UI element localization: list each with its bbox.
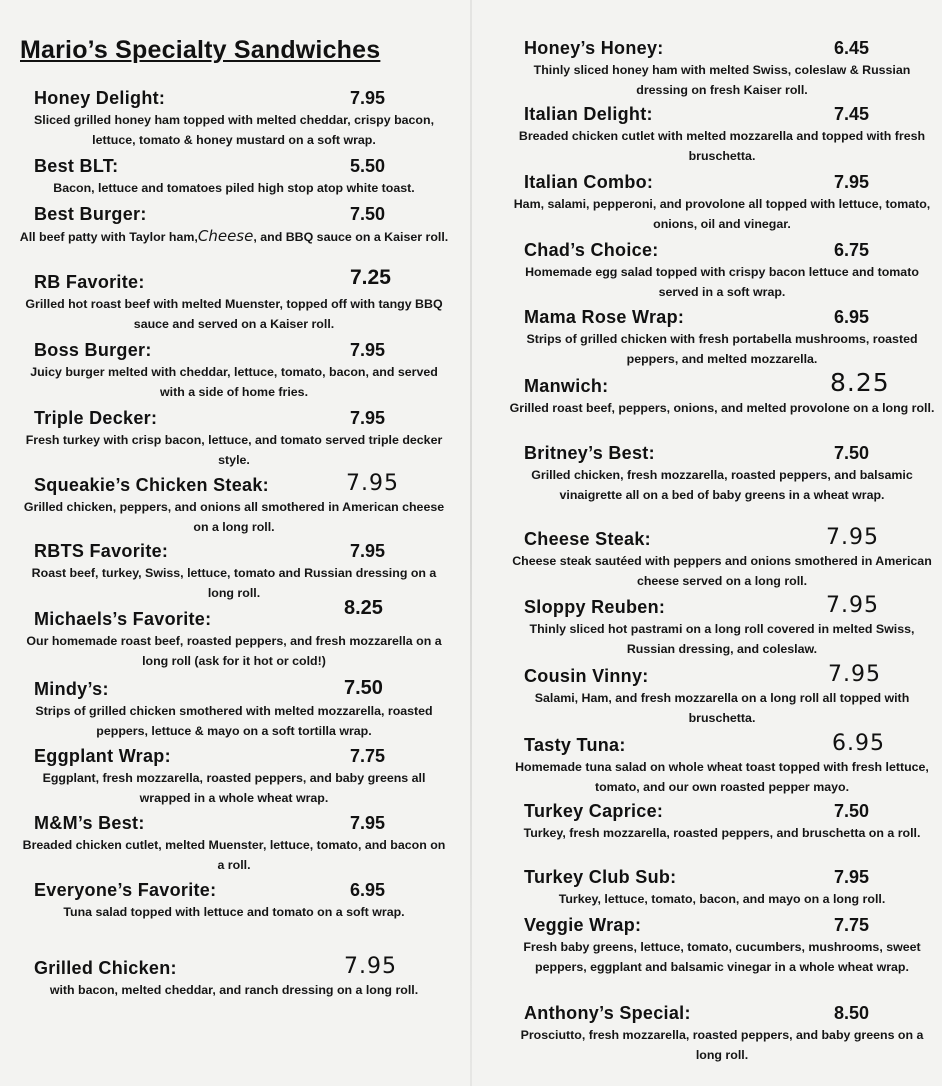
menu-item-italian-combo [512,172,932,234]
menu-item-britneys-best [512,443,932,505]
item-description: Thinly sliced hot pastrami on a long roll covered in melted Swiss, Russian dressing, and coleslaw. [529,622,915,656]
item-price: 8.25 [830,368,890,397]
menu-item-grilled-chicken [18,954,450,1000]
item-price: 6.95 [834,307,870,327]
handwritten-correction: Cheese [197,227,254,245]
item-price: 7.95 [350,541,386,561]
item-price: 8.25 [344,597,383,619]
item-price: 7.45 [834,104,870,124]
item-name: Manwich: [524,376,609,396]
item-price: 7.95 [826,593,879,618]
menu-item-turkey-caprice [512,801,932,843]
description-text: All beef patty with Taylor ham, [19,230,198,244]
item-name: Honey Delight: [34,88,166,108]
menu-item-cheese-steak [512,525,932,591]
item-description: Sliced grilled honey ham topped with melted cheddar, crispy bacon, lettuce, tomato & honey mustard on a soft wrap. [33,113,435,147]
item-name: Cousin Vinny: [524,666,649,686]
item-price: 8.50 [834,1003,870,1023]
item-description: with bacon, melted cheddar, and ranch dressing on a long roll. [49,983,419,997]
item-price: 7.95 [834,867,870,887]
item-description: Ham, salami, pepperoni, and provolone all topped with lettuce, tomato, onions, oil and vinegar. [513,197,931,231]
item-name: Mama Rose Wrap: [524,307,685,327]
item-price: 7.95 [834,172,870,192]
item-name: Tasty Tuna: [524,735,626,755]
menu-item-tasty-tuna [512,731,932,797]
item-name: Cheese Steak: [524,529,651,549]
item-price: 7.95 [826,525,879,550]
item-price: 7.95 [828,662,881,687]
item-price: 7.95 [350,88,386,108]
item-description: Fresh turkey with crisp bacon, lettuce, and tomato served triple decker style. [25,433,443,467]
item-price: 7.95 [346,471,399,496]
item-name: Best Burger: [34,204,147,224]
item-price: 7.95 [350,408,386,428]
item-description: Breaded chicken cutlet with melted mozzarella and topped with fresh bruschetta. [518,129,926,163]
menu-item-boss-burger [18,340,450,402]
item-description: Thinly sliced honey ham with melted Swiss, coleslaw & Russian dressing on fresh Kaiser roll. [533,63,911,97]
menu-item-michaels-favorite [18,597,450,671]
item-description: Bacon, lettuce and tomatoes piled high stop atop white toast. [53,181,415,195]
item-price: 7.75 [350,746,386,766]
menu-item-best-burger [18,204,450,247]
item-description: Juicy burger melted with cheddar, lettuce, tomato, bacon, and served with a side of home fries. [30,365,438,399]
item-name: Turkey Caprice: [524,801,664,821]
item-name: Mindy’s: [34,679,109,699]
menu-item-mama-rose-wrap [512,307,932,369]
item-description: Homemade tuna salad on whole wheat toast topped with fresh lettuce, tomato, and our own roasted pepper mayo. [515,760,929,794]
menu-item-anthonys-special [512,1003,932,1065]
menu-item-turkey-club-sub [512,867,932,909]
item-name: Eggplant Wrap: [34,746,171,766]
menu-item-rb-favorite [18,266,450,334]
menu-item-mm-best [18,813,450,875]
menu-item-triple-decker [18,408,450,470]
item-price: 7.95 [344,954,397,979]
menu-item-rbts-favorite [18,541,450,603]
item-description: Roast beef, turkey, Swiss, lettuce, tomato and Russian dressing on a long roll. [31,566,437,600]
menu-item-italian-delight [512,104,932,166]
item-name: Boss Burger: [34,340,152,360]
menu-item-mindys [18,679,450,741]
item-name: Michaels’s Favorite: [34,609,212,629]
item-name: Italian Combo: [524,172,654,192]
item-description: Turkey, fresh mozzarella, roasted peppers, and bruschetta on a roll. [523,826,921,840]
item-price: 6.95 [832,731,885,756]
item-price: 7.95 [350,813,386,833]
menu-item-honey-delight [18,88,450,150]
item-description: Cheese steak sautéed with peppers and onions smothered in American cheese served on a long roll. [512,554,932,588]
item-name: Grilled Chicken: [34,958,177,978]
item-name: Britney’s Best: [524,443,655,463]
item-description: Tuna salad topped with lettuce and tomato on a soft wrap. [63,905,405,919]
item-description: Our homemade roast beef, roasted peppers, and fresh mozzarella on a long roll (ask for it hot or cold!) [26,634,442,668]
item-name: Everyone’s Favorite: [34,880,217,900]
menu-item-everyones-favorite [18,880,450,922]
item-name: Turkey Club Sub: [524,867,677,887]
item-price: 6.75 [834,240,870,260]
menu-item-honeys-honey [512,38,932,100]
item-description [18,226,450,247]
menu-item-best-blt [18,156,450,198]
item-name: Best BLT: [34,156,119,176]
menu-item-eggplant-wrap [18,746,450,808]
page-fold [470,0,472,1086]
menu-item-squeakies-chicken-steak [18,471,450,537]
item-description: Eggplant, fresh mozzarella, roasted peppers, and baby greens all wrapped in a whole wheat wrap. [42,771,426,805]
item-price: 7.75 [834,915,870,935]
item-name: Chad’s Choice: [524,240,659,260]
item-description: Strips of grilled chicken smothered with melted mozzarella, roasted peppers, lettuce & mayo on a soft tortilla wrap. [35,704,433,738]
menu-item-sloppy-reuben [512,593,932,659]
menu-item-cousin-vinny [512,662,932,728]
menu-item-chads-choice [512,240,932,302]
item-name: Honey’s Honey: [524,38,664,58]
item-description: Strips of grilled chicken with fresh portabella mushrooms, roasted peppers, and melted mozzarella. [526,332,918,366]
item-price: 6.45 [834,38,870,58]
description-text: , and BBQ sauce on a Kaiser roll. [253,230,449,244]
item-price: 7.25 [350,266,391,289]
item-price: 7.50 [834,443,870,463]
item-price: 6.95 [350,880,386,900]
item-name: Sloppy Reuben: [524,597,666,617]
item-description: Grilled hot roast beef with melted Muenster, topped off with tangy BBQ sauce and served on a Kaiser roll. [25,297,443,331]
menu-item-veggie-wrap [512,915,932,977]
item-description: Breaded chicken cutlet, melted Muenster, lettuce, tomato, and bacon on a roll. [22,838,446,872]
item-name: RBTS Favorite: [34,541,169,561]
item-description: Homemade egg salad topped with crispy bacon lettuce and tomato served in a soft wrap. [525,265,919,299]
section-title: Mario’s Specialty Sandwiches [20,36,381,64]
item-name: Veggie Wrap: [524,915,642,935]
item-name: Anthony’s Special: [524,1003,691,1023]
item-price: 7.50 [344,677,383,699]
item-description: Grilled chicken, fresh mozzarella, roasted peppers, and balsamic vinaigrette all on a bed of baby greens in a wheat wrap. [531,468,913,502]
item-price: 7.50 [350,204,386,224]
item-description: Turkey, lettuce, tomato, bacon, and mayo on a long roll. [558,892,886,906]
item-name: Italian Delight: [524,104,653,124]
item-name: RB Favorite: [34,272,145,292]
item-name: M&M’s Best: [34,813,145,833]
item-description: Salami, Ham, and fresh mozzarella on a long roll all topped with bruschetta. [534,691,910,725]
item-description: Fresh baby greens, lettuce, tomato, cucumbers, mushrooms, sweet peppers, eggplant and balsamic vinegar in a whole wheat wrap. [523,940,921,974]
item-price: 5.50 [350,156,386,176]
item-name: Triple Decker: [34,408,158,428]
item-description: Grilled roast beef, peppers, onions, and melted provolone on a long roll. [509,401,935,415]
item-price: 7.50 [834,801,870,821]
menu-item-manwich [509,368,935,418]
item-name: Squeakie’s Chicken Steak: [34,475,269,495]
item-description: Grilled chicken, peppers, and onions all smothered in American cheese on a long roll. [23,500,445,534]
item-description: Prosciutto, fresh mozzarella, roasted peppers, and baby greens on a long roll. [520,1028,924,1062]
item-price: 7.95 [350,340,386,360]
